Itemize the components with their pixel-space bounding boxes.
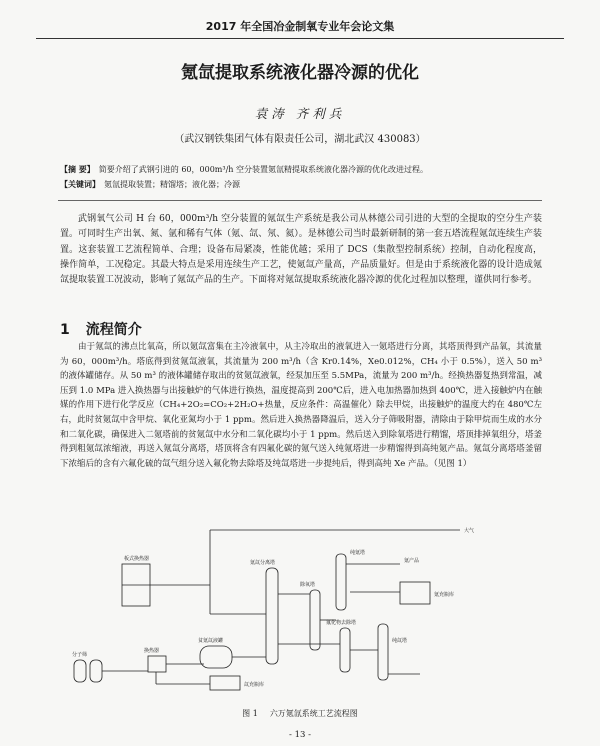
- label-kr-tank: 氪充瓶库: [434, 592, 455, 598]
- keywords-label: 【关键词】: [60, 179, 100, 189]
- label-pure-kr: 纯氪塔: [350, 550, 366, 556]
- figure-caption: [40, 708, 560, 719]
- label-exchanger: 换热器: [144, 648, 160, 654]
- label-kr-product: 氪产品: [404, 558, 420, 564]
- label-plate-exchanger: 板式换热器: [124, 556, 150, 562]
- abstract-rule: [58, 200, 542, 201]
- label-mol-sieve: 分子筛: [72, 652, 88, 658]
- keywords-text: 氪氙提取装置；精馏塔；液化器；冷源: [104, 180, 240, 189]
- abstract: [60, 162, 542, 177]
- authors: 袁涛 齐利兵: [254, 106, 346, 121]
- label-kr-xe-sep: 氪氙分离塔: [250, 560, 276, 566]
- figure-caption-text: 六万氪氙系统工艺流程图: [269, 709, 358, 718]
- affiliation: （武汉钢铁集团气体有限责任公司，湖北武汉 430083）: [174, 134, 426, 145]
- label-atmosphere: 大气: [464, 528, 475, 534]
- abstract-text: 简要介绍了武钢引进的 60，000m³/h 空分装置氪氙精提取系统液化器冷源的优化改进过程。: [98, 165, 428, 174]
- process-flow-diagram: [60, 524, 540, 700]
- abstract-block: [60, 162, 542, 192]
- abstract-label: 【摘 要】: [60, 164, 95, 174]
- figure-number: 图 1: [242, 709, 258, 718]
- label-xe-tank: 氙充瓶库: [244, 682, 265, 688]
- label-fluoride-removal: 氟化物去除塔: [326, 620, 357, 626]
- header-rule: [36, 38, 564, 39]
- label-pure-xe: 纯氙塔: [392, 638, 408, 644]
- intro-paragraph: 武钢氧气公司 H 台 60，000m³/h 空分装置的氪氙生产系统是我公司从林德公司引进的大型的全提取的空分生产装置。可同时生产出氧、氮、氩和稀有气体（氪、氙、氖、氦）。是林德公司当时最新研制的第一套五塔流程氪氙连续生产装置。这套装置工艺流程简单、合理；设备布局紧凑，性能优越；采用了 DCS（集散型控制系统）控制，自动化程度高，操作简单，工况稳定。其最大特点是采用连续生产工艺，使氪氙产量高，产品质量好。但是由于系统液化器的设计造成氪氙提取装置工况波动，影响了氪氙产品的生产。下面将对氪氙提取系统液化器冷源的优化过程加以整理，谨供同行参考。: [60, 214, 542, 286]
- section-heading: [60, 319, 142, 339]
- running-header: 2017 年全国冶金制氧专业年会论文集: [205, 20, 395, 33]
- keywords: [60, 177, 542, 192]
- page-number: - 13 -: [289, 730, 311, 740]
- section-number: 1: [60, 322, 70, 338]
- label-deox: 除氧塔: [300, 582, 316, 588]
- section1-paragraph: 由于氪氙的沸点比氧高，所以氪氙富集在主冷液氧中，从主冷取出的液氧进入一氪塔进行分离，其塔顶得到产品氧，其流量为 60，000m³/h。塔底得到贫氪氙液氧，其流量为 200 m³/h（含 Kr0.14%，Xe0.012%，CH₄ 小于 0.5%），送入 50 m³ 的液体罐储存。从 50 m³ 的液体罐储存取出的贫氪氙液氧，经泵加压至 5.5MPa，流量为 200 m³/h。经换热器复热到常温，减压到 1.0 MPa 进入换热器与出接触炉的气体进行换热，温度提高到 200℃后，进入电加热器加热到 400℃，进入接触炉内在触媒的作用下进行化学反应（CH₄+2O₂=CO₂+2H₂O+热量，反应条件：高温催化）除去甲烷，出接触炉的温度大约在 480℃左右，此时贫氪氙中含甲烷、氧化亚氮均小于 1 ppm。然后进入换热器降温后，送入分子筛吸附器，清除由于除甲烷而生成的水分和二氧化碳，确保进入二氪塔前的贫氪氙中水分和二氧化碳均小于 1 ppm。然后送入到除氧塔进行精馏，塔顶排掉氧组分，塔釜得到粗氪氙浓缩液，再送入氪氙分离塔，塔顶将含有四氟化碳的氪气送入纯氪塔进一步精馏得到高纯氪产品。氪氙分离塔塔釜留下浓缩后的含有六氟化硫的氙气组分送入氟化物去除塔及纯氙塔进一步提纯后，得到高纯 Xe 产品。（见图 1）: [60, 342, 542, 469]
- section-title: 流程简介: [85, 322, 142, 338]
- label-poor-tank: 贫氪氙液罐: [198, 638, 224, 644]
- paper-title: 氪氙提取系统液化器冷源的优化: [181, 63, 419, 83]
